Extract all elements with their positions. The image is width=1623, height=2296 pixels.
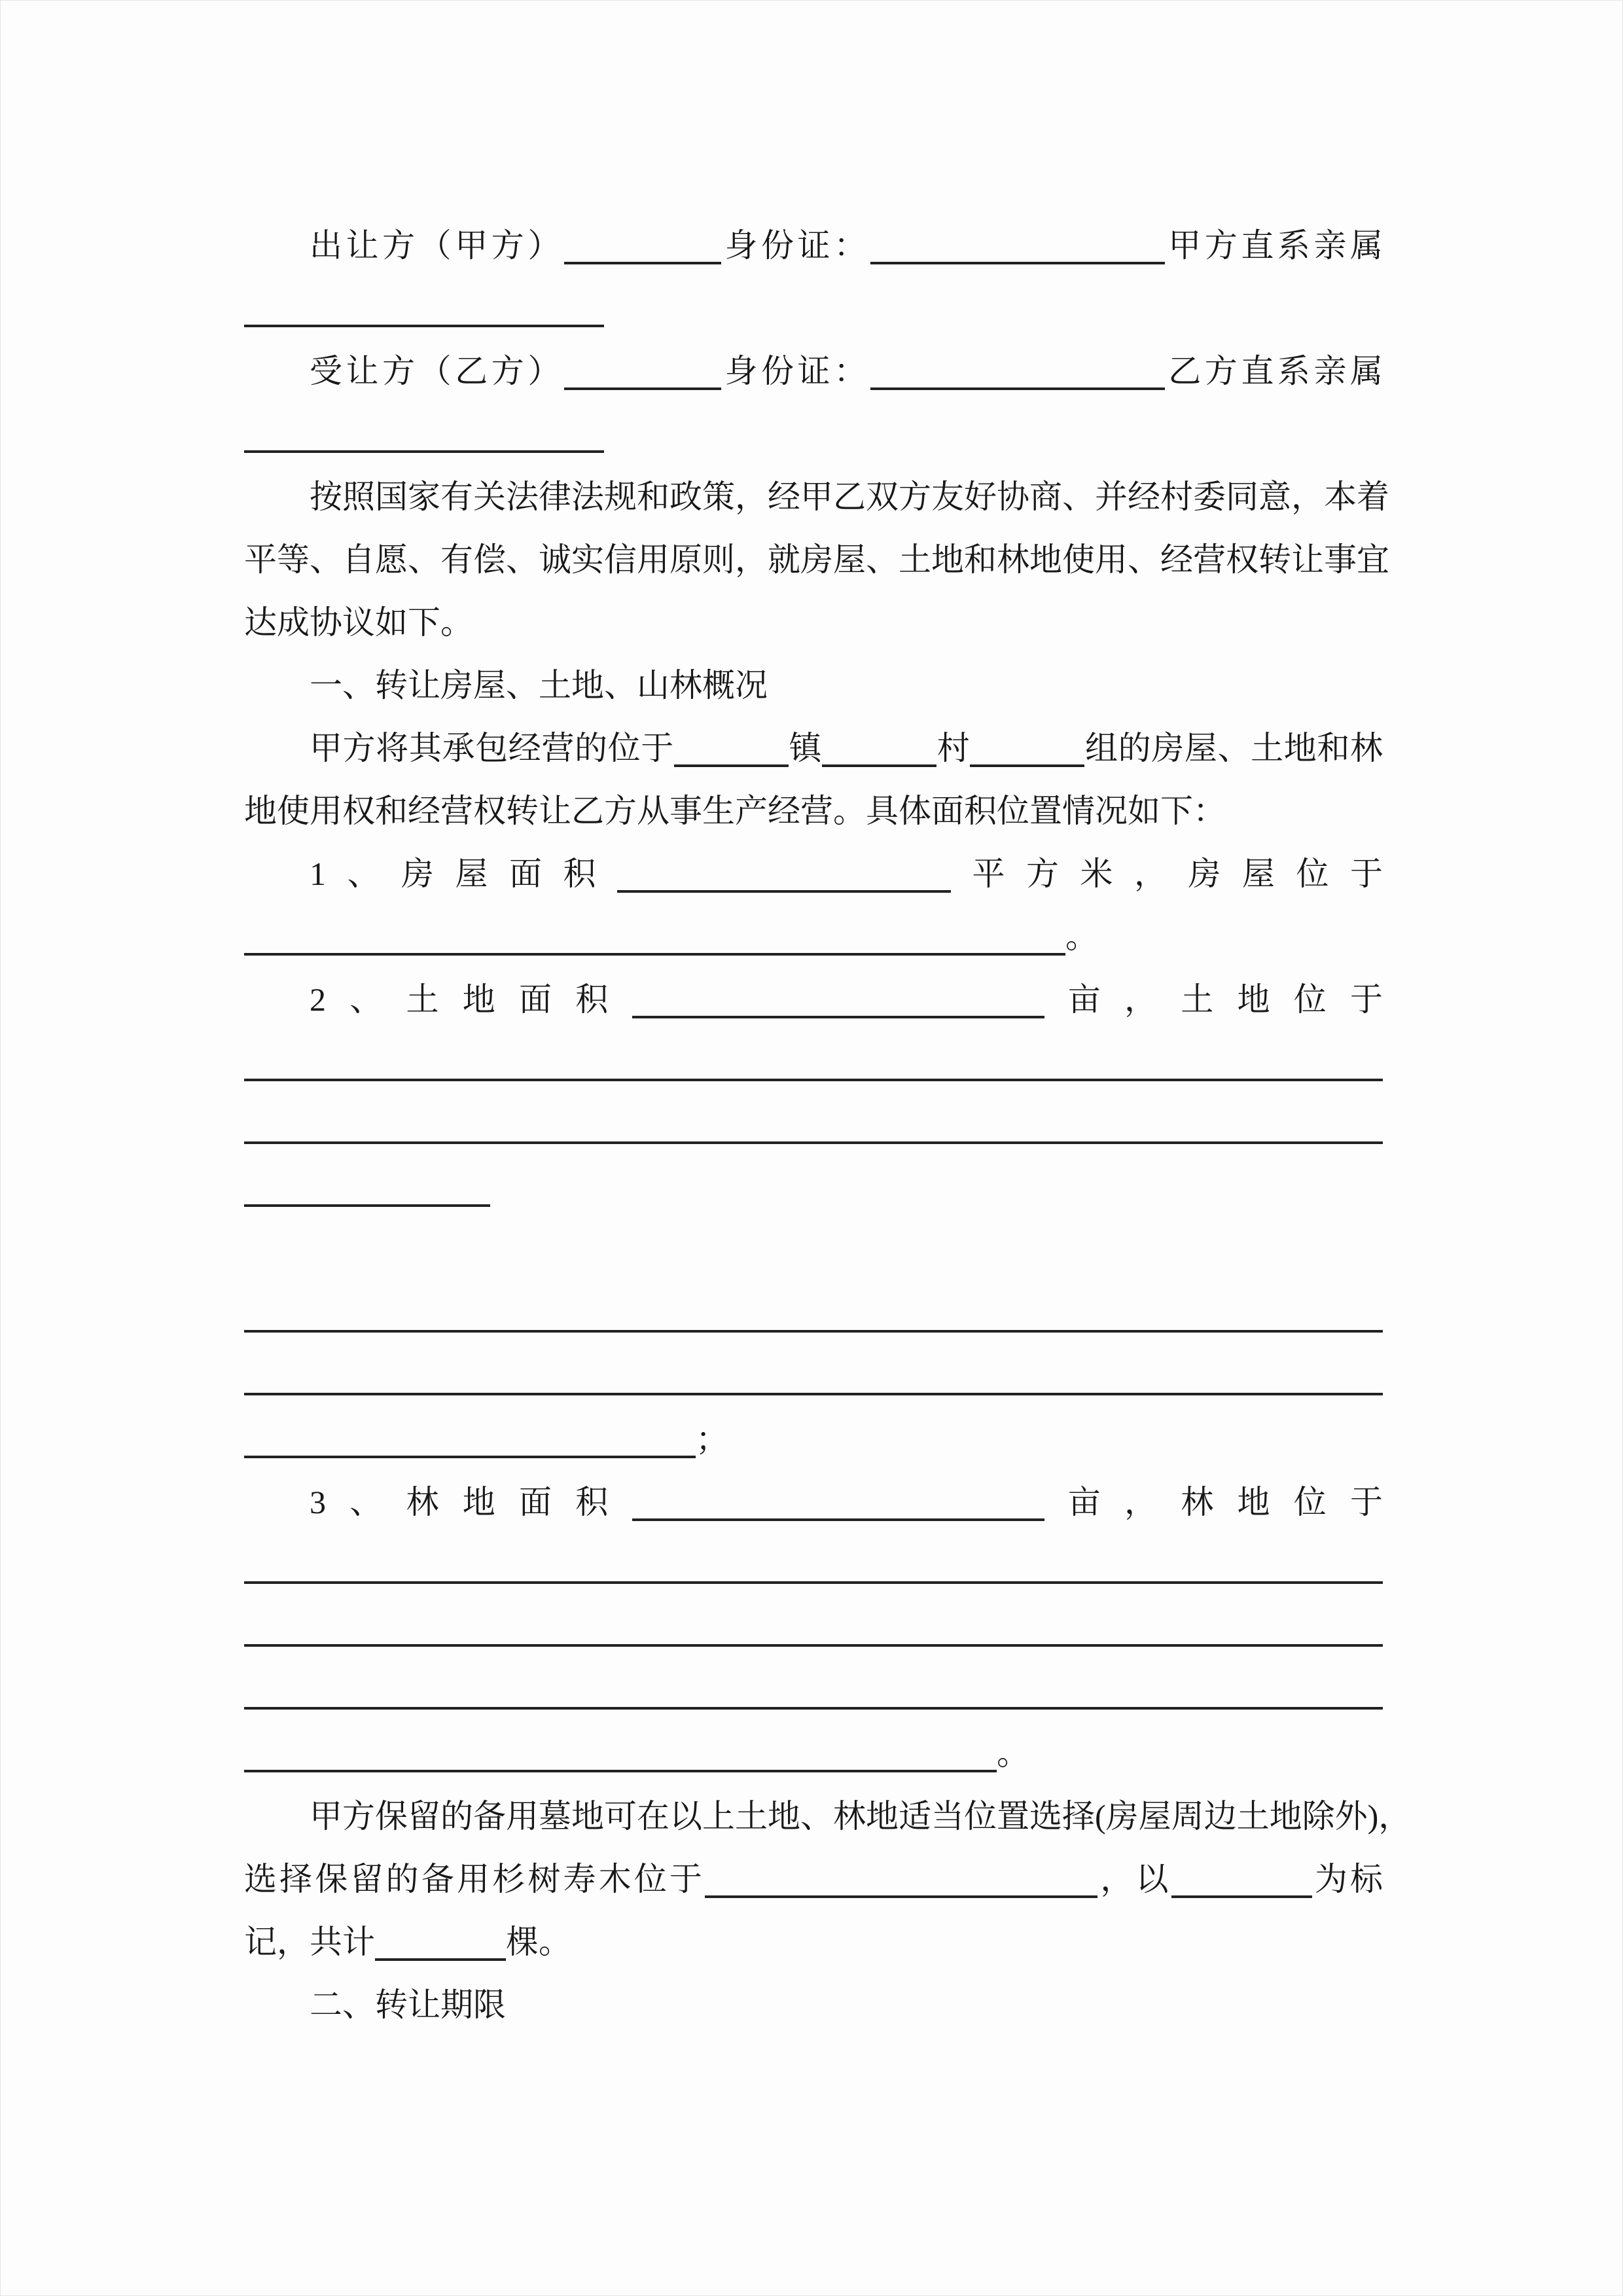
- text-run: 1、房屋面积: [310, 855, 617, 892]
- fill-in-blank: [822, 764, 936, 767]
- text-run: 出让方（甲方）: [310, 227, 564, 264]
- text-run: 记，共计: [244, 1924, 375, 1960]
- fill-in-blank: [674, 764, 789, 767]
- section-2-heading: [244, 1973, 1383, 2036]
- fill-blank-line-period: [244, 1722, 1383, 1785]
- fill-blank-line-full: [244, 1659, 1383, 1722]
- fill-in-blank: [244, 1770, 997, 1772]
- item-1-house-area: [244, 842, 1383, 905]
- fill-in-blank: [705, 1895, 1097, 1898]
- text-run: 一、转让房屋、土地、山林概况: [310, 667, 768, 704]
- empty-line: [244, 1219, 1383, 1282]
- text-run: 乙方直系亲属: [1164, 353, 1383, 389]
- party-b-line: [244, 340, 1383, 403]
- text-run: 选择保留的备用杉树寿木位于: [244, 1861, 705, 1897]
- text-run: 受让方（乙方）: [310, 353, 564, 389]
- text-run: 地使用权和经营权转让乙方从事生产经营。具体面积位置情况如下：: [244, 793, 1226, 829]
- fill-blank-line-full: [244, 1345, 1383, 1408]
- text-run: 3、林地面积: [310, 1484, 632, 1520]
- fill-in-blank: [244, 1707, 1383, 1710]
- text-run: 组的房屋、土地和林: [1084, 730, 1383, 766]
- fill-in-blank: [564, 387, 721, 390]
- document-body: [244, 214, 1412, 2036]
- fill-in-blank: [375, 1958, 506, 1961]
- fill-in-blank: [244, 1330, 1383, 1333]
- text-run: 为标: [1311, 1861, 1383, 1897]
- fill-in-blank: [244, 953, 1065, 956]
- fill-in-blank: [244, 1581, 1383, 1584]
- text-run: 亩，林地位于: [1044, 1484, 1383, 1520]
- text-run: 平方米，房屋位于: [951, 855, 1383, 892]
- item-2-land-area: [244, 968, 1383, 1031]
- text-run: 按照国家有关法律法规和政策，经甲乙双方友好协商、并经村委同意，本着: [310, 478, 1389, 515]
- fill-blank-line-full: [244, 1534, 1383, 1596]
- fill-in-blank: [244, 1141, 1383, 1144]
- clause-tree-line-1: [244, 1848, 1383, 1910]
- preamble-line-1: [244, 465, 1389, 528]
- preamble-line-3: [244, 591, 1383, 654]
- fill-in-blank: [244, 1079, 1383, 1081]
- fill-in-blank: [244, 1393, 1383, 1395]
- item-1-house-location-blank: [244, 905, 1383, 968]
- party-b-relatives-blank: [244, 403, 1383, 465]
- text-run: 棵。: [506, 1924, 571, 1960]
- text-run: 身份证：: [721, 353, 870, 389]
- text-run: 二、转让期限: [310, 1986, 506, 2023]
- fill-blank-line-full: [244, 1282, 1383, 1345]
- text-run: 甲方将其承包经营的位于: [310, 730, 674, 766]
- fill-in-blank: [244, 450, 604, 453]
- fill-in-blank: [564, 262, 721, 264]
- clause-location-line-2: [244, 780, 1383, 842]
- fill-in-blank: [244, 1204, 490, 1207]
- text-run: 甲方保留的备用墓地可在以上土地、林地适当位置选择(房屋周边土地除外)，: [310, 1798, 1412, 1835]
- text-run: 镇: [788, 730, 823, 766]
- party-a-relatives-blank: [244, 277, 1383, 340]
- text-run: 甲方直系亲属: [1164, 227, 1383, 264]
- clause-location-line-1: [244, 717, 1383, 780]
- fill-blank-line-full: [244, 1596, 1383, 1659]
- fill-in-blank: [244, 1456, 696, 1458]
- item-3-forest-area: [244, 1471, 1383, 1534]
- text-run: 达成协议如下。: [244, 604, 473, 641]
- fill-in-blank: [870, 262, 1165, 264]
- fill-in-blank: [970, 764, 1084, 767]
- party-a-line: [244, 214, 1383, 277]
- fill-in-blank: [632, 1016, 1044, 1018]
- preamble-line-2: [244, 528, 1389, 591]
- fill-in-blank: [617, 890, 951, 893]
- fill-in-blank: [244, 1644, 1383, 1647]
- text-run: 身份证：: [721, 227, 870, 264]
- text-run: 村: [936, 730, 971, 766]
- fill-blank-line-semicolon: [244, 1408, 1383, 1471]
- text-run: ；: [696, 1421, 728, 1458]
- section-1-heading: [244, 654, 1383, 717]
- text-run: 。: [997, 1735, 1029, 1772]
- text-run: 2、土地面积: [310, 981, 632, 1018]
- clause-grave-line: [244, 1785, 1412, 1848]
- fill-blank-line-full: [244, 1094, 1383, 1157]
- fill-in-blank: [870, 387, 1165, 390]
- text-run: ，以: [1097, 1861, 1171, 1897]
- clause-tree-line-2: [244, 1910, 1383, 1973]
- fill-blank-line-short: [244, 1157, 1383, 1219]
- fill-in-blank: [632, 1518, 1044, 1521]
- fill-in-blank: [244, 325, 604, 327]
- text-run: 。: [1065, 918, 1098, 955]
- fill-in-blank: [1171, 1895, 1312, 1898]
- text-run: 亩，土地位于: [1044, 981, 1383, 1018]
- text-run: 平等、自愿、有偿、诚实信用原则，就房屋、土地和林地使用、经营权转让事宜: [244, 541, 1389, 578]
- fill-blank-line-full: [244, 1031, 1383, 1094]
